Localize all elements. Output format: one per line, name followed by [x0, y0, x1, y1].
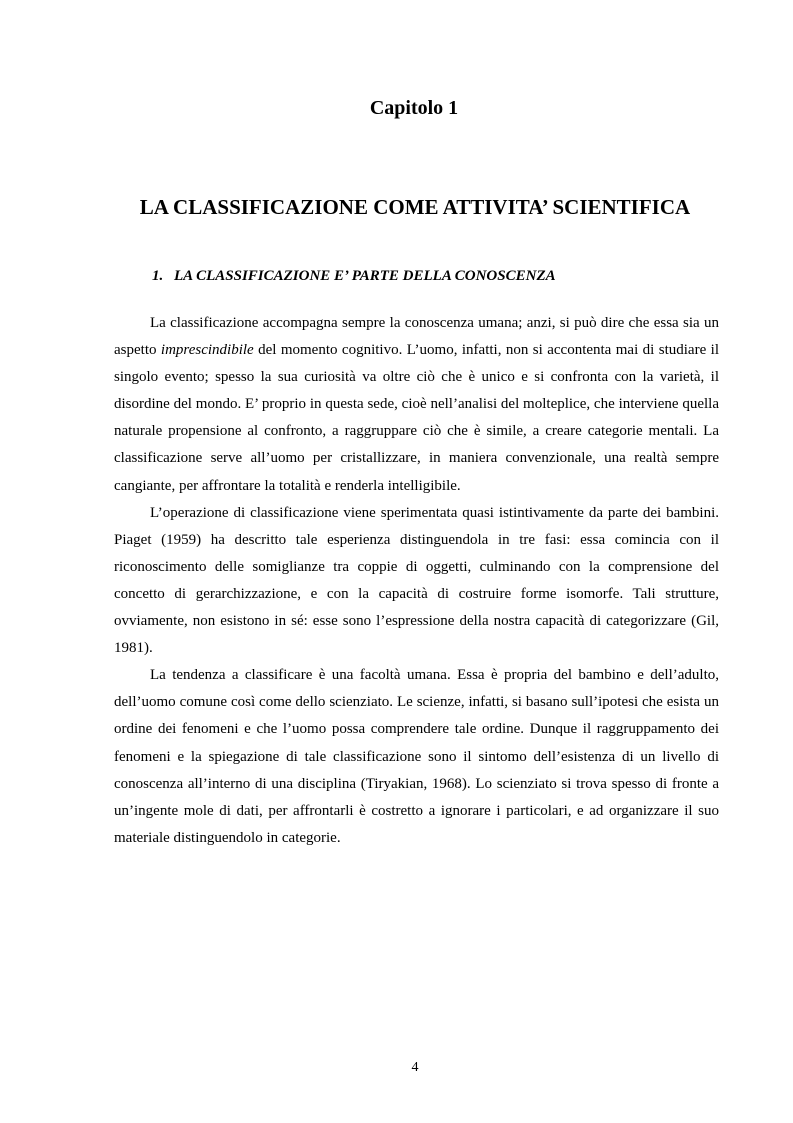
paragraph-text: La classificazione accompagna sempre la conoscenza umana; anzi, si può dire che essa sia un aspetto	[114, 315, 719, 359]
paragraph: L’operazione di classificazione viene sperimentata quasi istintivamente da parte dei bambini. Piaget (1959) ha descritto tale esperienza distinguendola in tre fasi: essa comincia con il riconoscimento delle somiglianze tra coppie di oggetti, culminando con la comprensione del concetto di gerarchizzazione, e con la capacità di costruire forme isomorfe. Tali strutture, ovviamente, non esistono in sé: esse sono l’espressione della nostra capacità di categorizzare (Gil, 1981).	[114, 504, 719, 657]
chapter-label: Capitolo 1	[369, 97, 459, 119]
paragraph: La tendenza a classificare è una facoltà umana. Essa è propria del bambino e dell’adulto, dell’uomo comune così come dello scienziato. Le scienze, infatti, si basano sull’ipotesi che esista un ordine dei fenomeni e che l’uomo possa comprendere tale ordine. Dunque il raggruppamento dei fenomeni e la spiegazione di tale classificazione sono il sintomo dell’esistenza di un livello di conoscenza all’interno di una disciplina (Tiryakian, 1968). Lo scienziato si trova spesso di fronte a un’ingente mole di dati, per affrontarli è costretto a ignorare i particolari, e ad organizzare il suo materiale distinguendolo in categorie.	[114, 667, 719, 846]
section-title: LA CLASSIFICAZIONE E’ PARTE DELLA CONOSCENZA	[174, 268, 556, 284]
section-heading	[152, 265, 556, 287]
body-text	[114, 310, 719, 852]
chapter-title: LA CLASSIFICAZIONE COME ATTIVITA’ SCIENTIFICA	[139, 195, 691, 219]
page-number: 4	[411, 1060, 419, 1075]
section-number: 1.	[152, 268, 164, 284]
emphasis-text: imprescindibile	[160, 342, 254, 359]
paragraph	[114, 310, 719, 500]
paragraph-text: del momento cognitivo. L’uomo, infatti, non si accontenta mai di studiare il singolo evento; spesso la sua curiosità va oltre ciò che è unico e si confronta con la varietà, il disordine del mondo. E’ proprio in questa sede, cioè nell’analisi del molteplice, che interviene quella naturale propensione al confronto, a raggruppare ciò che è simile, a creare categorie mentali. La classificazione serve all’uomo per cristallizzare, in maniera convenzionale, una realtà sempre cangiante, per affrontare la totalità e renderla intelligibile.	[114, 342, 719, 494]
